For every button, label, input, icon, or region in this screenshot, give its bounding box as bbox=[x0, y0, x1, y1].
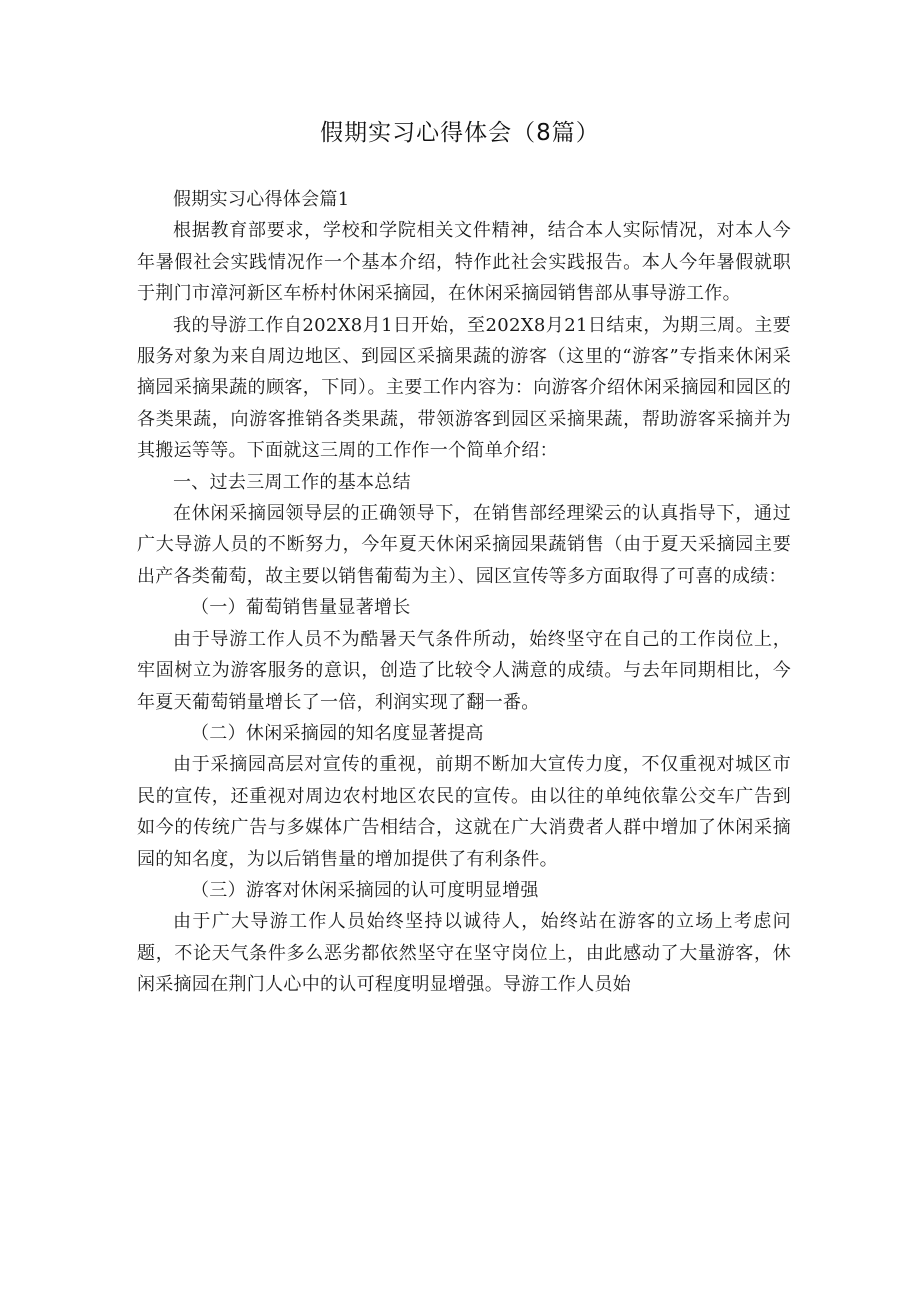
section-heading: 一、过去三周工作的基本总结 bbox=[173, 471, 411, 493]
subsection-heading: （一）葡萄销售量显著增长 bbox=[191, 597, 411, 619]
document-body bbox=[137, 184, 791, 1001]
paragraph: 在休闲采摘园领导层的正确领导下，在销售部经理梁云的认真指导下，通过广大导游人员的不断努力，今年夏天休闲采摘园果蔬销售（由于夏天采摘园主要出产各类葡萄，故主要以销售葡萄为主）、园区宣传等多方面取得了可喜的成绩： bbox=[137, 503, 791, 587]
document-title: 假期实习心得体会（8篇） bbox=[320, 120, 600, 146]
paragraph: 我的导游工作自202X8月1日开始，至202X8月21日结束，为期三周。主要服务对象为来自周边地区、到园区采摘果蔬的游客（这里的“游客”专指来休闲采摘园采摘果蔬的顾客，下同）。主要工作内容为：向游客介绍休闲采摘园和园区的各类果蔬，向游客推销各类果蔬，带领游客到园区采摘果蔬，帮助游客采摘并为其搬运等等。下面就这三周的工作作一个简单介绍： bbox=[137, 314, 791, 462]
subsection-heading: （三）游客对休闲采摘园的认可度明显增强 bbox=[191, 879, 539, 901]
paragraph: 由于导游工作人员不为酷暑天气条件所动，始终坚守在自己的工作岗位上，牢固树立为游客服务的意识，创造了比较令人满意的成绩。与去年同期相比，今年夏天葡萄销量增长了一倍，利润实现了翻一番。 bbox=[137, 628, 791, 713]
paragraph: 由于采摘园高层对宣传的重视，前期不断加大宣传力度，不仅重视对城区市民的宣传，还重视对周边农村地区农民的宣传。由以往的单纯依靠公交车广告到如今的传统广告与多媒体广告相结合，这就在广大消费者人群中增加了休闲采摘园的知名度，为以后销售量的增加提供了有利条件。 bbox=[137, 754, 791, 870]
paragraph: 由于广大导游工作人员始终坚持以诚待人，始终站在游客的立场上考虑问题，不论天气条件多么恶劣都依然坚守在坚守岗位上，由此感动了大量游客，休闲采摘园在荆门人心中的认可程度明显增强。导游工作人员始 bbox=[137, 911, 791, 996]
paragraph: 根据教育部要求，学校和学院相关文件精神，结合本人实际情况，对本人今年暑假社会实践情况作一个基本介绍，特作此社会实践报告。本人今年暑假就职于荆门市漳河新区车桥村休闲采摘园，在休闲采摘园销售部从事导游工作。 bbox=[137, 220, 791, 305]
subsection-heading: （二）休闲采摘园的知名度显著提高 bbox=[191, 722, 484, 744]
section-heading: 假期实习心得体会篇1 bbox=[173, 189, 350, 210]
